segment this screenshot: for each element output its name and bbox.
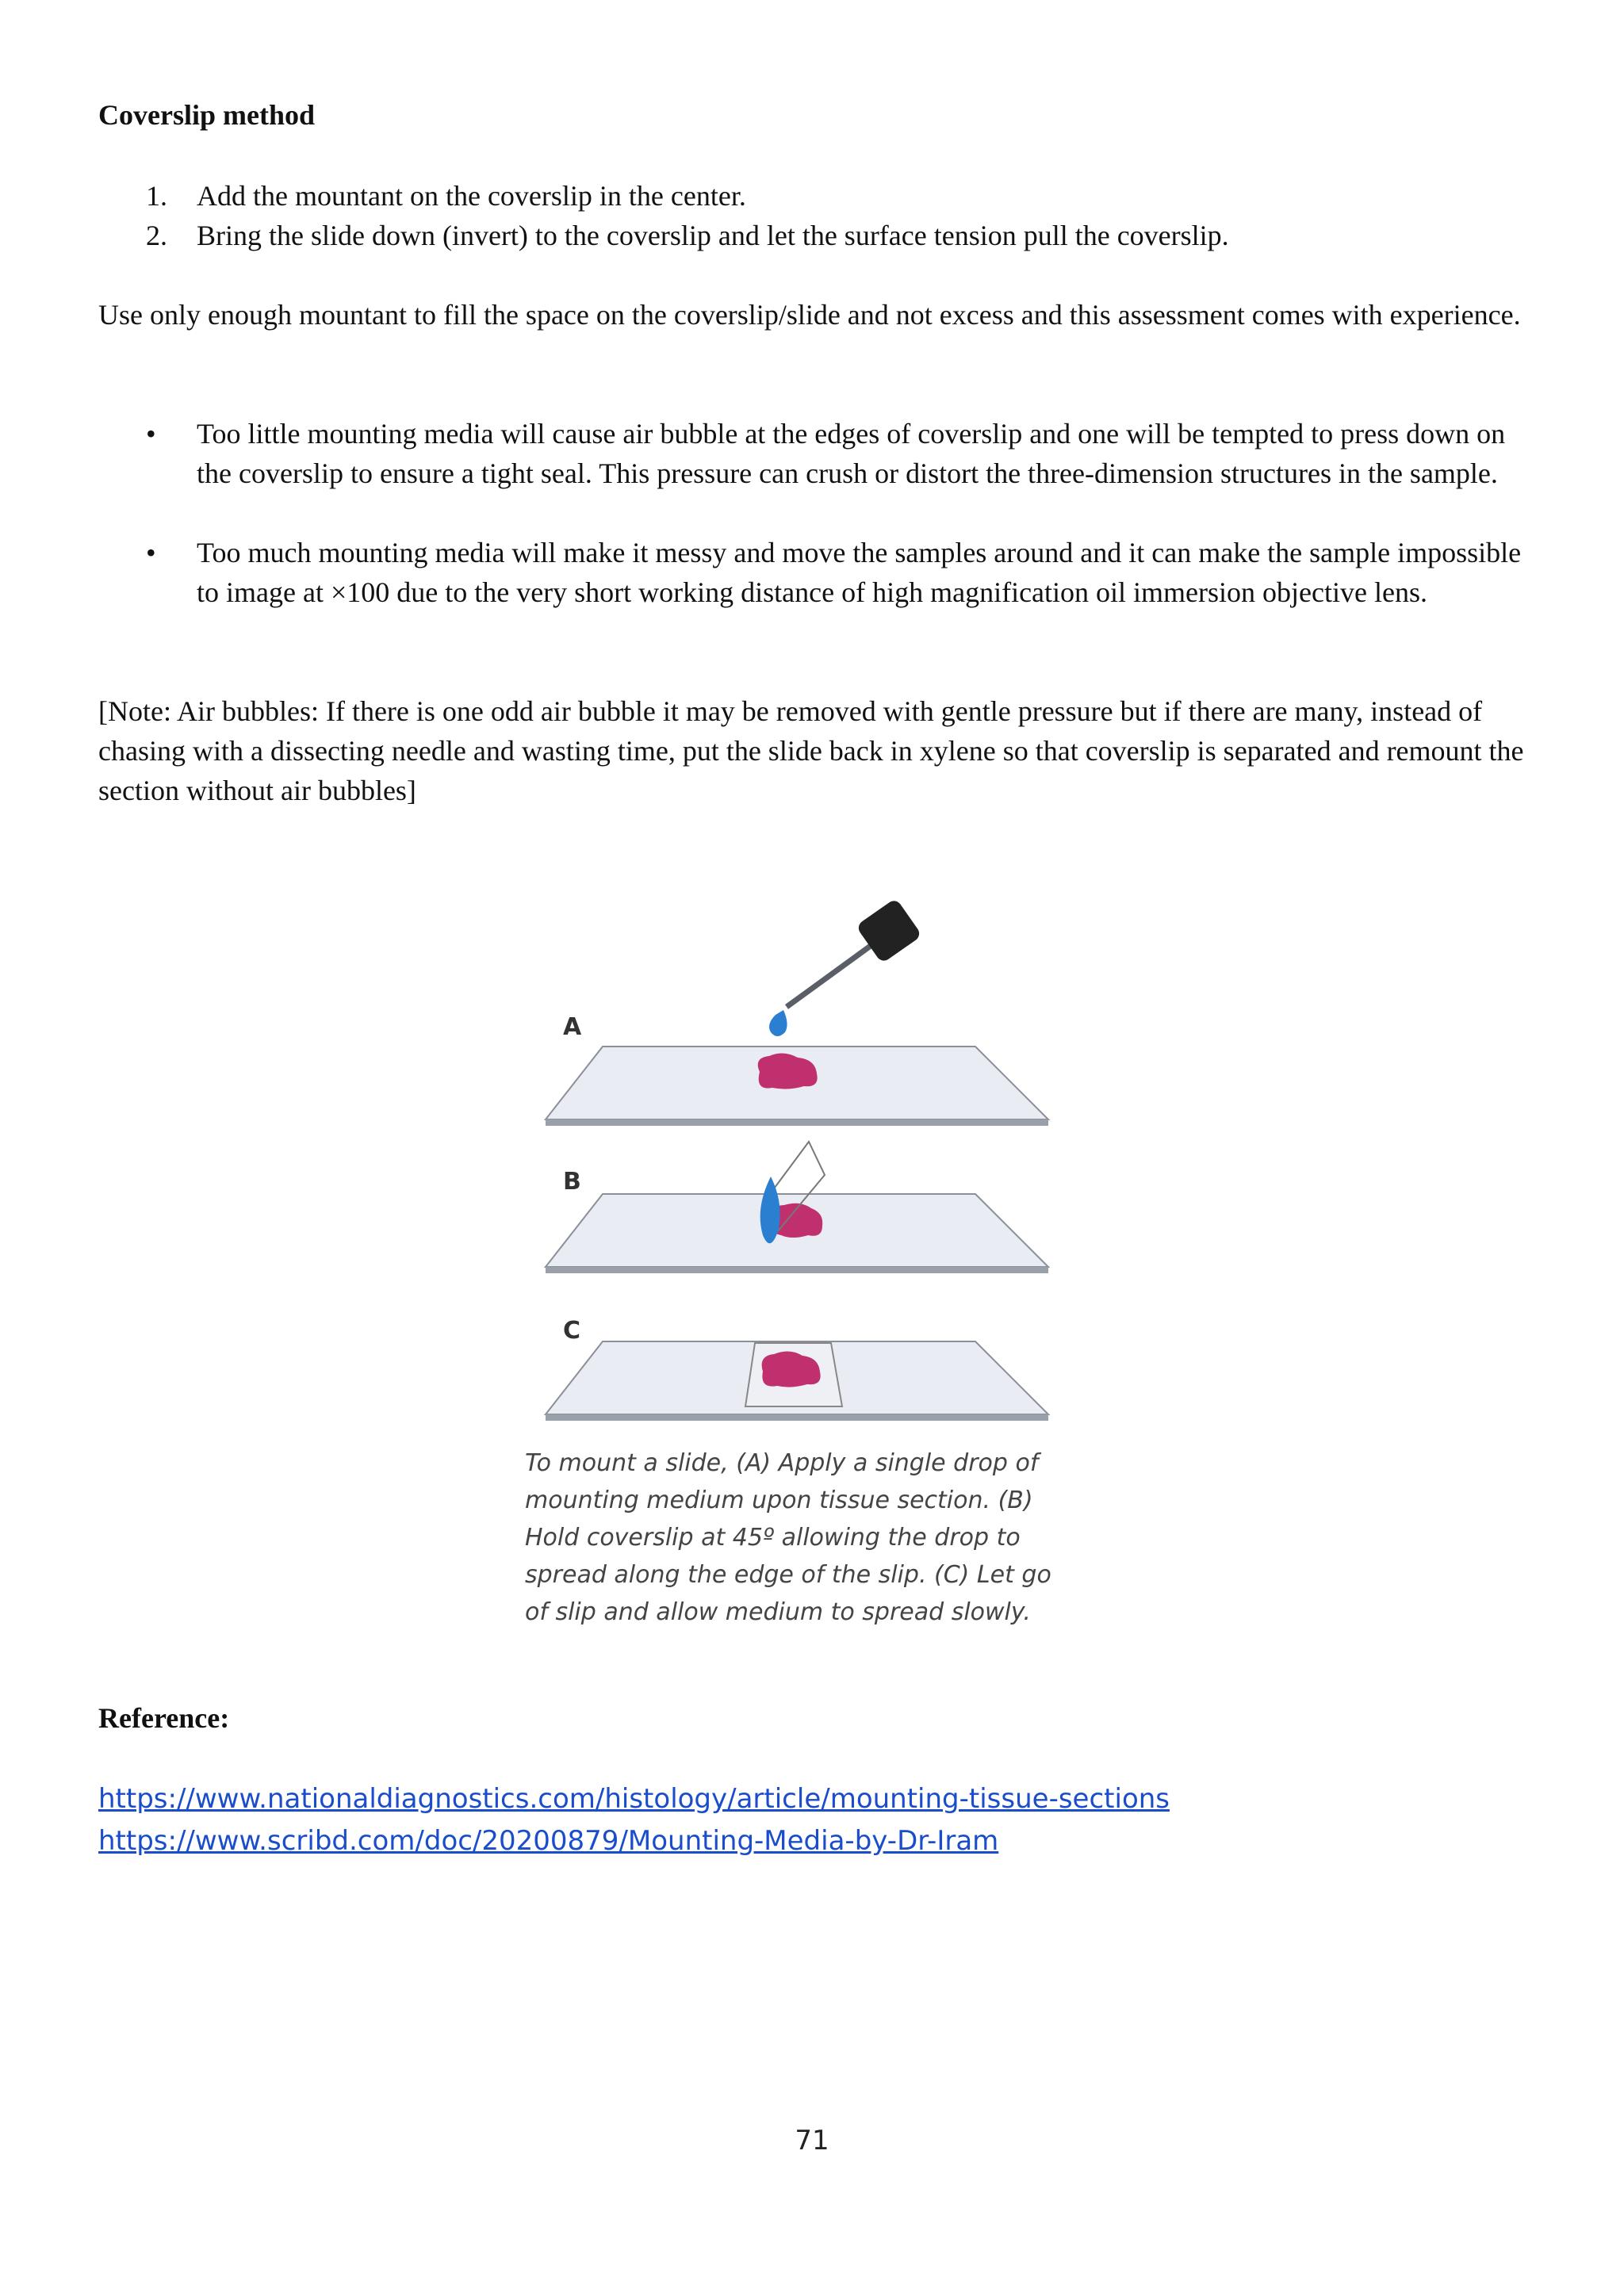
slide-b-edge — [546, 1267, 1048, 1273]
spreading-drop-icon — [760, 1177, 780, 1243]
page-number: 71 — [795, 2125, 829, 2156]
bullet-text: Too little mounting media will cause air bubble at the edges of coverslip and one will be tempted to press down on the coverslip to ensure a tight seal. This pressure can crush or distort the three-dimension structures in the sample. — [197, 418, 1506, 489]
panel-a — [546, 897, 1048, 1126]
mounting-figure — [508, 880, 1078, 1483]
slide-a-edge — [546, 1119, 1048, 1126]
note-paragraph: [Note: Air bubbles: If there is one odd air bubble it may be removed with gentle pressure but if there are many, instead of chasing with a dissecting needle and wasting time, put the slide back in xylene so that coverslip is separated and remount the section without air bubbles] — [98, 695, 1524, 806]
panel-label-b: B — [563, 1168, 581, 1196]
step-number: 1. — [146, 180, 167, 212]
dropper-stem — [787, 943, 874, 1007]
step-text: Add the mountant on the coverslip in the center. — [197, 180, 746, 212]
panel-label-a: A — [563, 1013, 582, 1041]
reference-title: Reference: — [98, 1702, 230, 1734]
panel-c — [546, 1341, 1048, 1421]
step-item — [146, 176, 746, 216]
panel-b — [546, 1142, 1048, 1273]
panel-label-c: C — [563, 1317, 581, 1345]
step-item — [146, 216, 1229, 255]
bullet-text: Too much mounting media will make it messy and move the samples around and it can make the sample impossible to image at ×100 due to the very short working distance of high magnification oil immersion objective lens. — [197, 537, 1522, 608]
dropper-bulb — [856, 897, 922, 963]
reference-link[interactable]: https://www.nationaldiagnostics.com/histology/article/mounting-tissue-sections — [98, 1783, 1170, 1815]
bullet-item — [146, 533, 1542, 652]
bullet-icon: • — [146, 418, 156, 450]
step-number: 2. — [146, 220, 167, 251]
bullet-item — [146, 414, 1542, 533]
step-text: Bring the slide down (invert) to the coverslip and let the surface tension pull the coverslip. — [197, 220, 1229, 251]
bullet-icon: • — [146, 537, 156, 568]
mounting-diagram — [508, 880, 1078, 1483]
mountant-drop-icon — [769, 1010, 787, 1036]
reference-link[interactable]: https://www.scribd.com/doc/20200879/Mounting-Media-by-Dr-Iram — [98, 1825, 999, 1857]
section-title: Coverslip method — [98, 99, 315, 131]
mountant-paragraph: Use only enough mountant to fill the space on the coverslip/slide and not excess and this assessment comes with experience. — [98, 299, 1521, 331]
figure-caption: To mount a slide, (A) Apply a single drop of mounting medium upon tissue section. (B) Hold coverslip at 45º allowing the drop to spread along the edge of the slip. (C) Let go of slip and allow medium to spread slowly. — [525, 1449, 1051, 1626]
slide-c-edge — [546, 1414, 1048, 1421]
